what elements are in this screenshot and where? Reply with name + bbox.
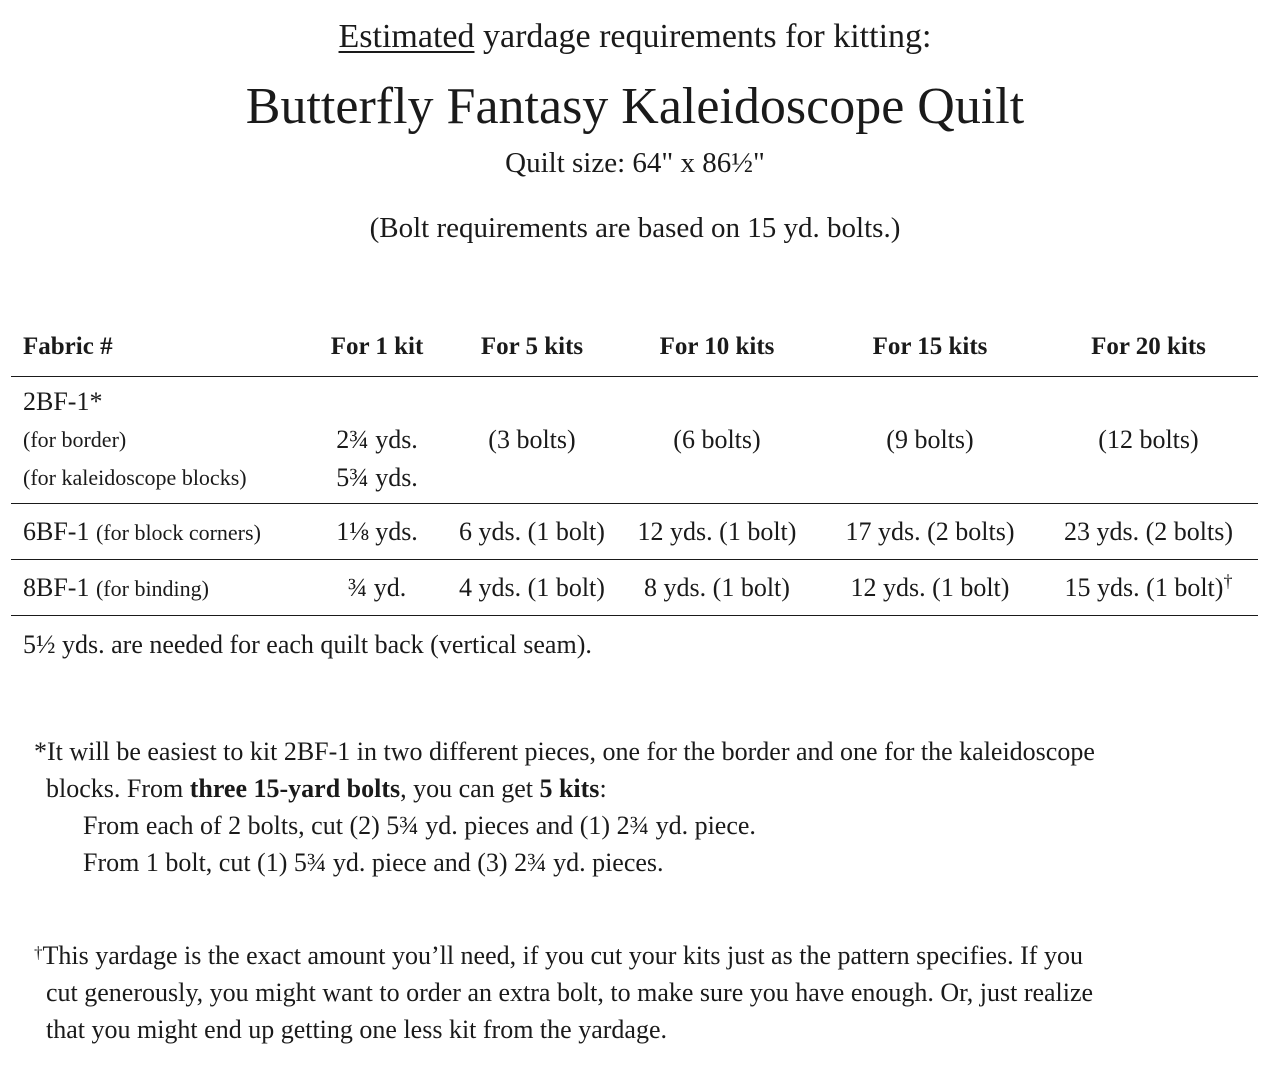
table-row [11, 504, 1258, 560]
footnote-line: cut generously, you might want to order an extra bolt, to make sure you have enough. Or, just realize [46, 978, 1094, 1007]
kit1-cell [303, 377, 451, 504]
subtitle-text: yardage requirements for kitting: [474, 18, 932, 55]
column-header-1-kit: For 1 kit [303, 318, 451, 377]
column-header-10-kits: For 10 kits [613, 318, 821, 377]
kit10-cell: (6 bolts) [613, 377, 821, 504]
bold-phrase: three 15-yard bolts [189, 774, 401, 803]
fabric-cell [11, 504, 303, 560]
column-header-20-kits: For 20 kits [1039, 318, 1258, 377]
kit15-cell: 17 yds. (2 bolts) [821, 504, 1039, 560]
yardage-table [11, 318, 1258, 616]
subtitle-emphasis: Estimated [338, 18, 475, 55]
table-header-row [11, 318, 1258, 377]
kit20-cell [1039, 560, 1258, 616]
fabric-number: 8BF-1 [23, 572, 90, 602]
table-row [11, 377, 1258, 504]
fabric-note: (for border) [23, 427, 127, 452]
page-subtitle [0, 16, 1270, 58]
fabric-note: (for kaleidoscope blocks) [23, 465, 247, 490]
footnote-asterisk [34, 733, 1234, 881]
kit15-cell: (9 bolts) [821, 377, 1039, 504]
kit10-cell: 8 yds. (1 bolt) [613, 560, 821, 616]
column-header-5-kits: For 5 kits [451, 318, 613, 377]
fabric-note: (for binding) [95, 575, 209, 601]
fabric-note: (for block corners) [95, 519, 261, 545]
footnote-line: From 1 bolt, cut (1) 5¾ yd. piece and (3) 2¾ yd. pieces. [83, 848, 664, 877]
fabric-cell [11, 560, 303, 616]
footnote-dagger [34, 937, 1234, 1048]
footnote-line: *It will be easiest to kit 2BF-1 in two different pieces, one for the border and one for the kaleidoscope [34, 737, 1095, 766]
quilt-back-note: 5½ yds. are needed for each quilt back (vertical seam). [23, 630, 592, 659]
footnote-line: that you might end up getting one less kit from the yardage. [46, 1015, 667, 1044]
kit1-value: 5¾ yds. [336, 463, 418, 492]
dagger-mark: † [1223, 570, 1233, 591]
kit1-cell: 1⅛ yds. [303, 504, 451, 560]
dagger-mark: † [34, 943, 43, 962]
kit10-cell: 12 yds. (1 bolt) [613, 504, 821, 560]
kit20-cell: 23 yds. (2 bolts) [1039, 504, 1258, 560]
kit20-cell: (12 bolts) [1039, 377, 1258, 504]
kit5-cell: 6 yds. (1 bolt) [451, 504, 613, 560]
column-header-fabric: Fabric # [11, 318, 303, 377]
quilt-size: Quilt size: 64" x 86½" [505, 147, 765, 179]
kit1-value: 2¾ yds. [336, 425, 418, 454]
footnote-line: From each of 2 bolts, cut (2) 5¾ yd. pieces and (1) 2¾ yd. piece. [83, 811, 756, 840]
bolt-note: (Bolt requirements are based on 15 yd. bolts.) [369, 212, 901, 244]
column-header-15-kits: For 15 kits [821, 318, 1039, 377]
fabric-number: 2BF-1* [23, 387, 103, 416]
table-row [11, 560, 1258, 616]
kit1-cell: ¾ yd. [303, 560, 451, 616]
kit5-cell: 4 yds. (1 bolt) [451, 560, 613, 616]
footnote-line: †This yardage is the exact amount you’ll need, if you cut your kits just as the pattern specifies. If you [34, 941, 1083, 970]
footnote-line: blocks. From three 15-yard bolts, you can get 5 kits: [46, 774, 607, 803]
kit20-value: 15 yds. (1 bolt) [1064, 572, 1224, 602]
kit15-cell: 12 yds. (1 bolt) [821, 560, 1039, 616]
bold-phrase: 5 kits [539, 774, 600, 803]
kit5-cell: (3 bolts) [451, 377, 613, 504]
fabric-cell [11, 377, 303, 504]
fabric-number: 6BF-1 [23, 516, 90, 546]
page-title: Butterfly Fantasy Kaleidoscope Quilt [245, 78, 1025, 135]
